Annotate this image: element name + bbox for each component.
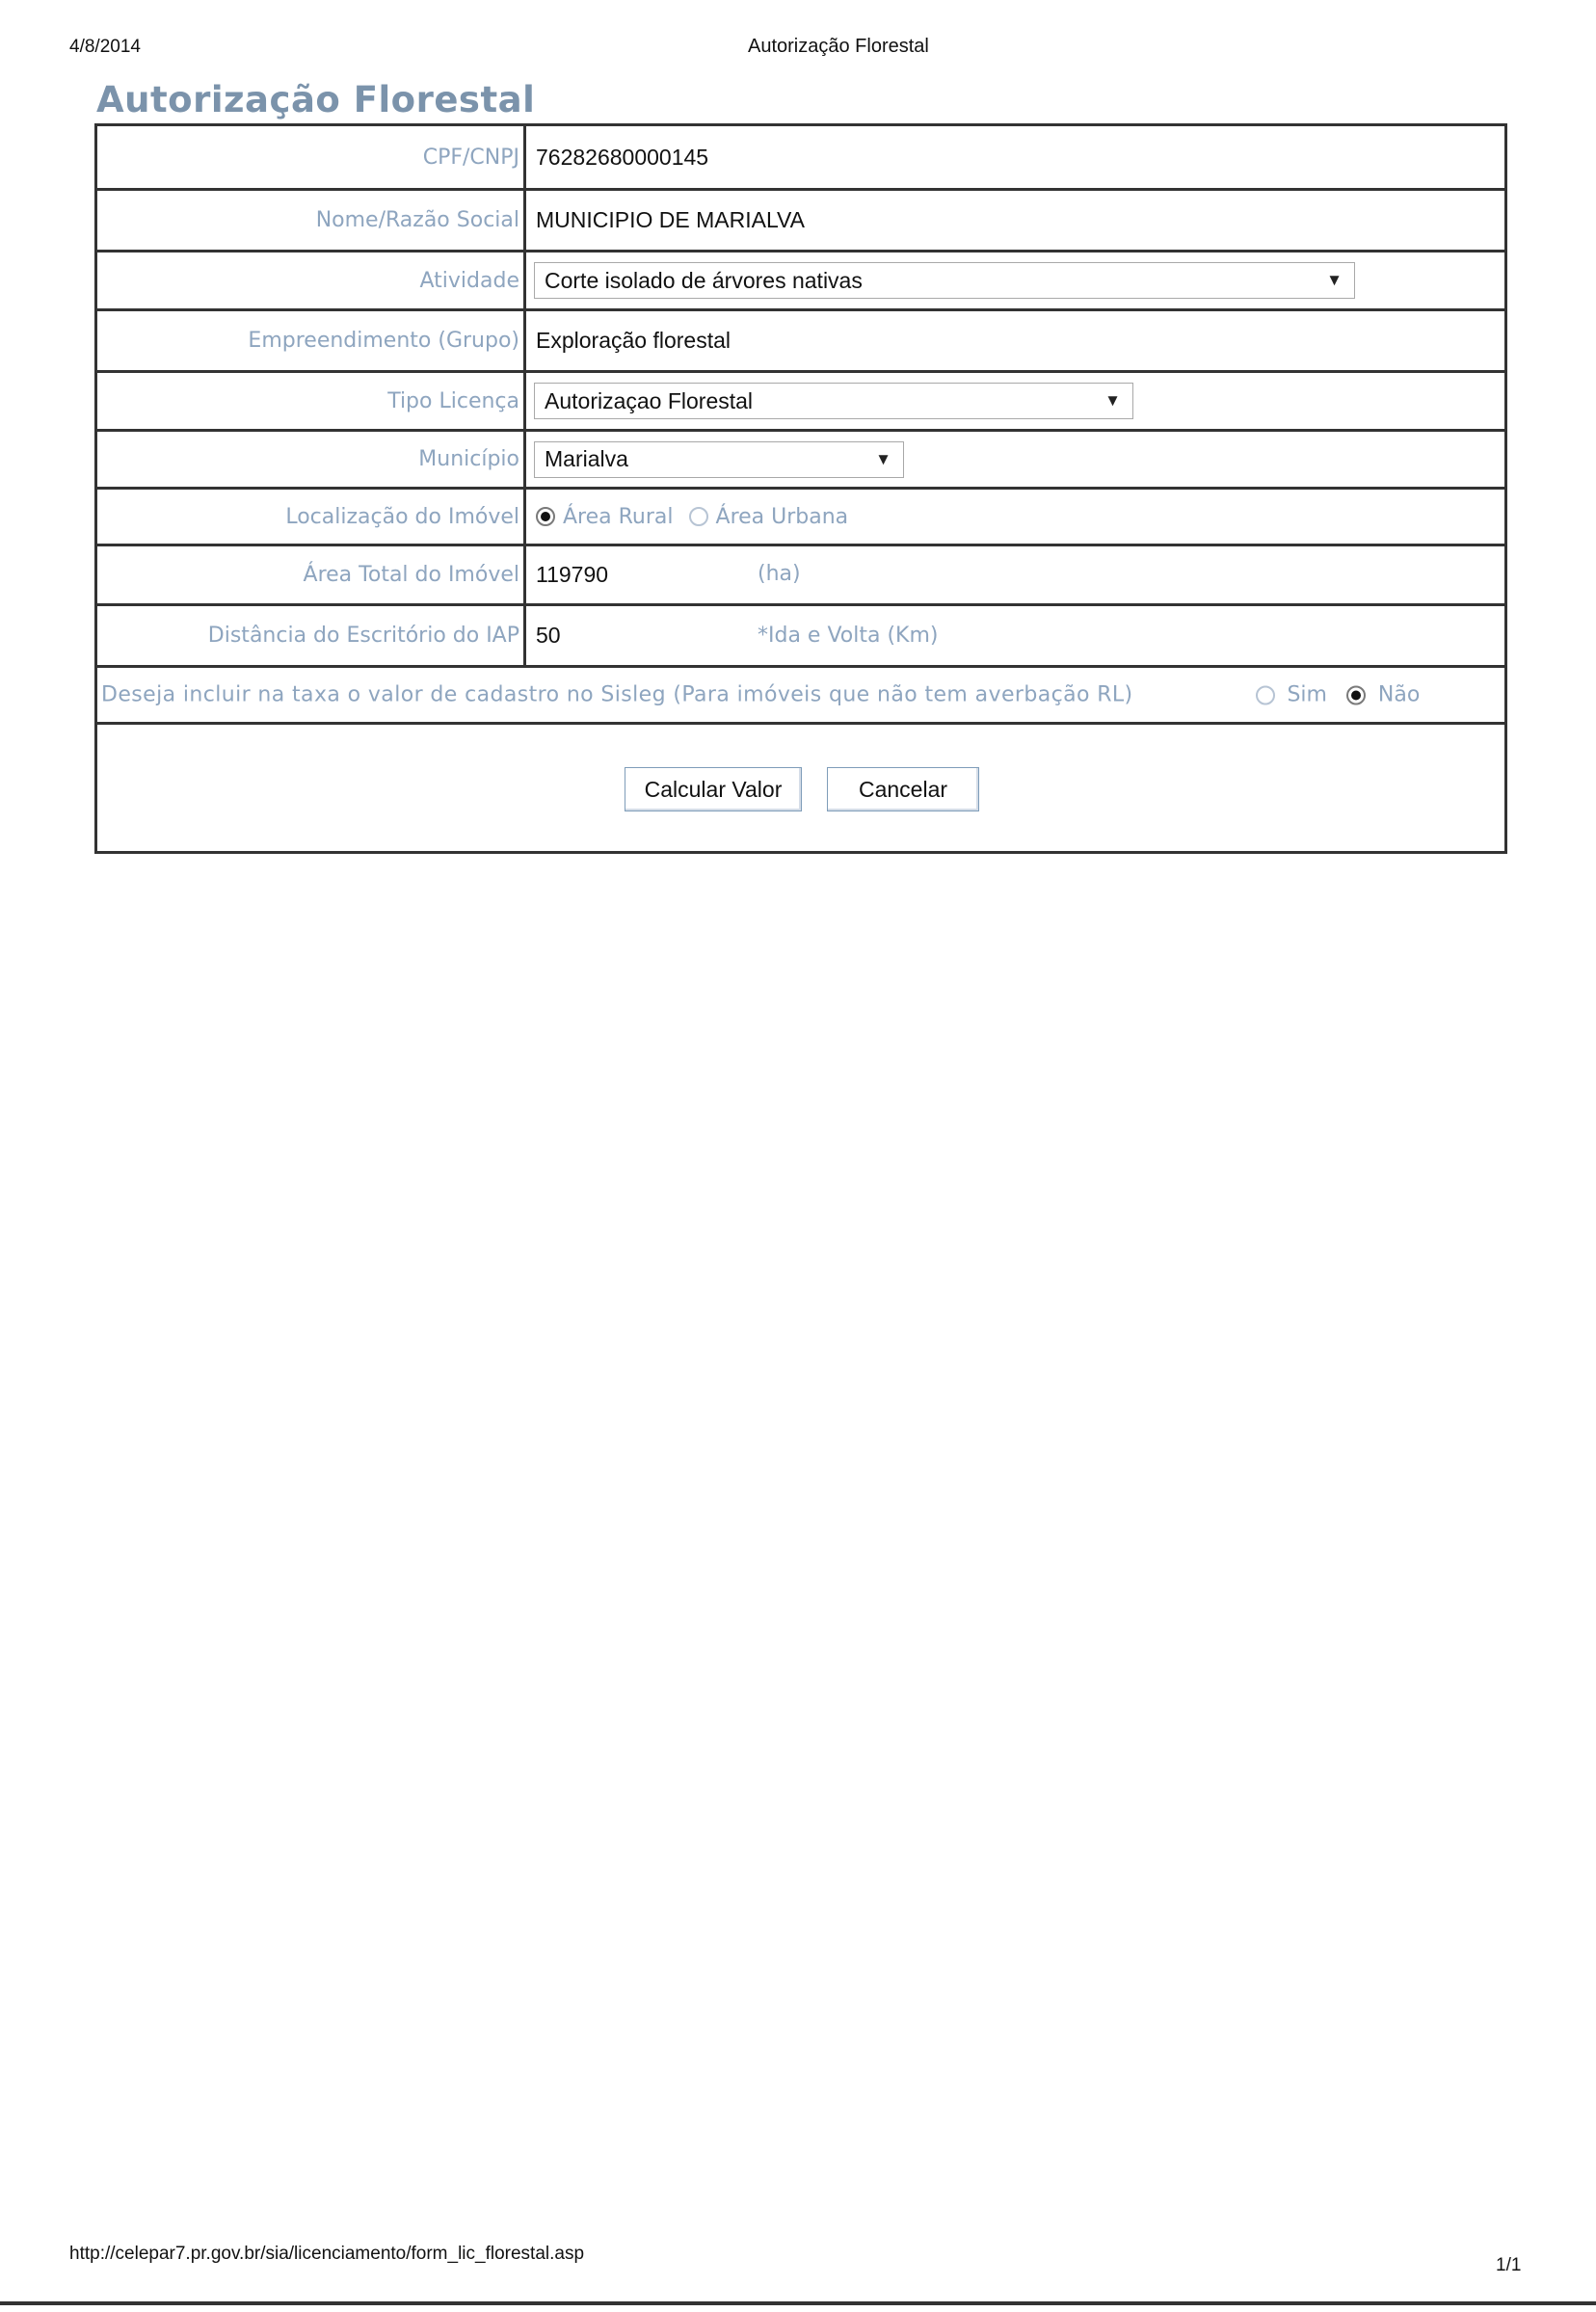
area-rural-radio[interactable] xyxy=(536,507,555,526)
dropdown-arrow-icon: ▼ xyxy=(875,449,891,468)
sisleg-question: Deseja incluir na taxa o valor de cadastro no Sisleg (Para imóveis que não tem averbação RL) xyxy=(101,682,1133,707)
municipio-label: Município xyxy=(97,432,526,487)
area-total-unit: (ha) xyxy=(758,562,801,586)
form-row-atividade xyxy=(97,252,1504,311)
atividade-selected-value: Corte isolado de árvores nativas xyxy=(545,267,863,293)
nome-value: MUNICIPIO DE MARIALVA xyxy=(536,207,806,232)
form-row-tipo-licenca xyxy=(97,373,1504,432)
sisleg-sim-radio[interactable] xyxy=(1256,685,1275,704)
cancelar-button[interactable]: Cancelar xyxy=(827,767,979,811)
form-row-nome xyxy=(97,191,1504,252)
footer-divider xyxy=(0,2301,1596,2305)
page-title: Autorização Florestal xyxy=(96,79,536,120)
nome-label: Nome/Razão Social xyxy=(97,191,526,250)
tipo-licenca-selected-value: Autorizaçao Florestal xyxy=(545,387,754,413)
atividade-select[interactable] xyxy=(534,262,1355,299)
localizacao-options xyxy=(526,490,1504,544)
print-date: 4/8/2014 xyxy=(69,37,141,57)
form-row-sisleg xyxy=(97,668,1504,725)
tipo-licenca-select[interactable] xyxy=(534,383,1133,419)
municipio-selected-value: Marialva xyxy=(545,446,628,471)
sisleg-nao-radio[interactable] xyxy=(1346,685,1366,704)
cpf-value: 76282680000145 xyxy=(536,144,709,170)
form-row-municipio xyxy=(97,432,1504,490)
dropdown-arrow-icon: ▼ xyxy=(1104,391,1121,410)
print-document-title: Autorização Florestal xyxy=(748,36,929,57)
empreendimento-value: Exploração florestal xyxy=(536,328,731,353)
empreendimento-label: Empreendimento (Grupo) xyxy=(97,311,526,370)
form-row-empreendimento xyxy=(97,311,1504,373)
area-total-value: 119790 xyxy=(536,562,609,587)
dropdown-arrow-icon: ▼ xyxy=(1326,271,1343,289)
area-rural-label: Área Rural xyxy=(563,504,674,529)
cpf-label: CPF/CNPJ xyxy=(97,126,526,188)
municipio-select[interactable] xyxy=(534,441,904,478)
page-url: http://celepar7.pr.gov.br/sia/licenciamento/form_lic_florestal.asp xyxy=(69,2244,585,2264)
form-row-area-total xyxy=(97,546,1504,606)
area-urbana-label: Área Urbana xyxy=(715,504,849,529)
page-number: 1/1 xyxy=(1496,2255,1522,2275)
sisleg-nao-label: Não xyxy=(1377,682,1421,707)
calcular-valor-button[interactable]: Calcular Valor xyxy=(625,767,802,811)
license-form xyxy=(94,123,1507,854)
area-total-label: Área Total do Imóvel xyxy=(97,546,526,603)
form-row-distancia xyxy=(97,606,1504,668)
localizacao-label: Localização do Imóvel xyxy=(97,490,526,544)
distancia-label: Distância do Escritório do IAP xyxy=(97,606,526,665)
sisleg-sim-label: Sim xyxy=(1287,682,1327,707)
distancia-note: *Ida e Volta (Km) xyxy=(758,624,939,648)
form-row-localizacao xyxy=(97,490,1504,546)
distancia-value: 50 xyxy=(536,623,561,648)
area-urbana-radio[interactable] xyxy=(689,507,708,526)
atividade-label: Atividade xyxy=(97,252,526,308)
form-row-cpf xyxy=(97,126,1504,191)
tipo-licenca-label: Tipo Licença xyxy=(97,373,526,429)
sisleg-options xyxy=(1256,683,1435,707)
